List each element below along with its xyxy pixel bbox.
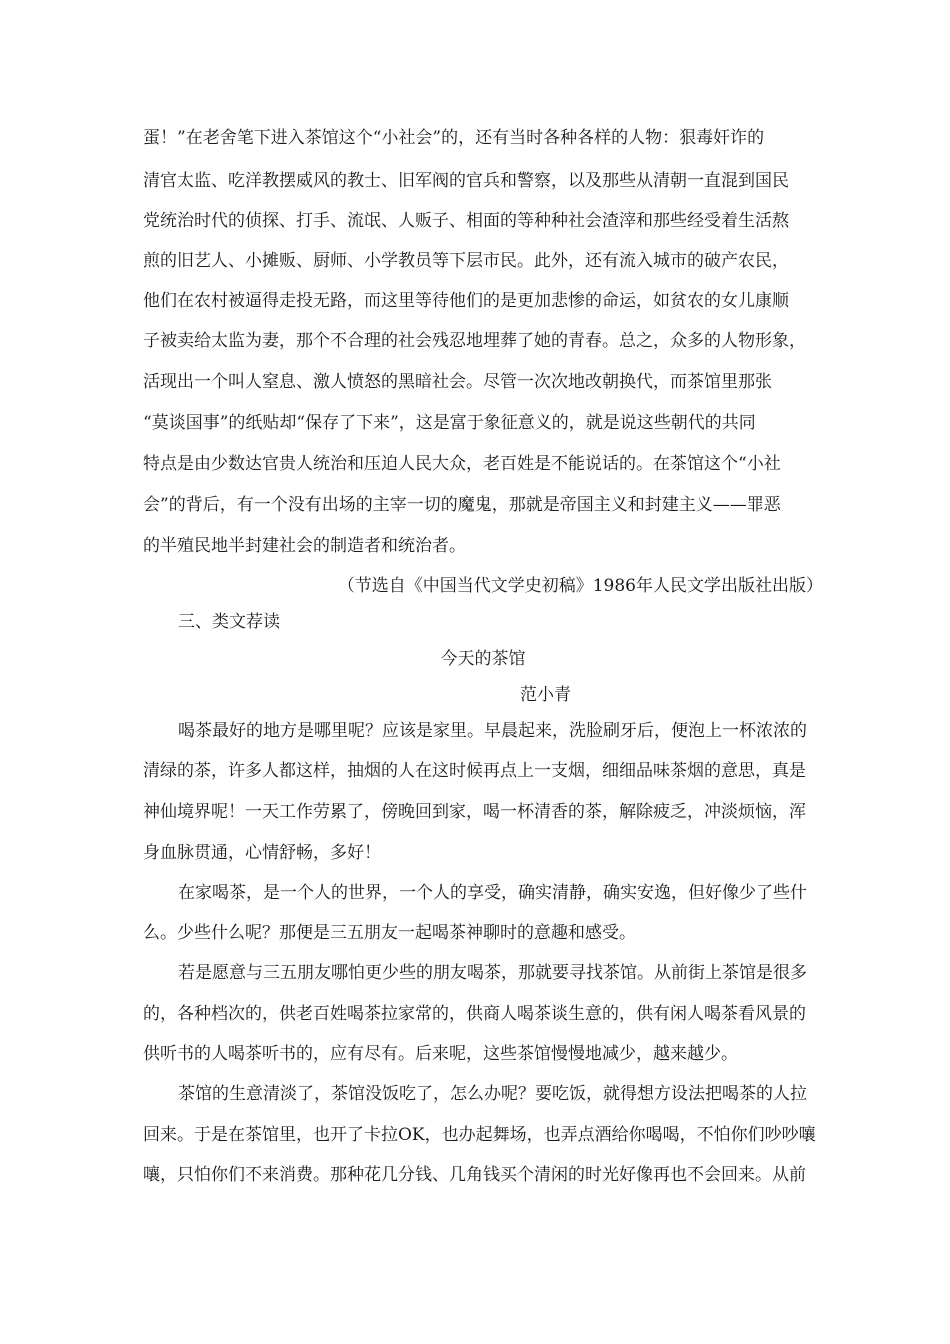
text-line: 的半殖民地半封建社会的制造者和统治者。 <box>143 536 466 556</box>
text-line: 子被卖给太监为妻，那个不合理的社会残忍地埋葬了她的青春。总之，众多的人物形象， <box>143 331 806 351</box>
text-line: 会”的背后，有一个没有出场的主宰一切的魔鬼，那就是帝国主义和封建主义——罪恶 <box>143 495 781 515</box>
text-line: 在家喝茶，是一个人的世界，一个人的享受，确实清静，确实安逸，但好像少了些什 <box>178 883 807 903</box>
text-line: 清绿的茶，许多人都这样，抽烟的人在这时候再点上一支烟，细细品味茶烟的意思，真是 <box>143 761 806 781</box>
section-heading: 三、类文荐读 <box>178 612 280 632</box>
text-line: 喝茶最好的地方是哪里呢？应该是家里。早晨起来，洗脸刷牙后，便泡上一杯浓浓的 <box>178 721 807 741</box>
text-line: “莫谈国事”的纸贴却“保存了下来”，这是富于象征意义的，就是说这些朝代的共同 <box>143 413 756 433</box>
text-line: 神仙境界呢！一天工作劳累了，傍晚回到家，喝一杯清香的茶，解除疲乏，冲淡烦恼，浑 <box>143 802 806 822</box>
text-line: 他们在农村被逼得走投无路，而这里等待他们的是更加悲惨的命运，如贫农的女儿康顺 <box>143 291 789 311</box>
text-line: 活现出一个叫人窒息、激人愤怒的黑暗社会。尽管一次次地改朝换代，而茶馆里那张 <box>143 372 772 392</box>
text-line: 党统治时代的侦探、打手、流氓、人贩子、相面的等种种社会渣滓和那些经受着生活熬 <box>143 211 789 231</box>
text-line: 煎的旧艺人、小摊贩、厨师、小学教员等下层市民。此外，还有流入城市的破产农民， <box>143 251 789 271</box>
text-line: 回来。于是在茶馆里，也开了卡拉OK，也办起舞场，也弄点酒给你喝喝，不怕你们吵吵嚷 <box>143 1125 816 1145</box>
text-line: 么。少些什么呢？那便是三五朋友一起喝茶神聊时的意趣和感受。 <box>143 923 636 943</box>
text-line: 蛋！”在老舍笔下进入茶馆这个“小社会”的，还有当时各种各样的人物：狠毒奸诈的 <box>143 128 765 148</box>
text-line: 的，各种档次的，供老百姓喝茶拉家常的，供商人喝茶谈生意的，供有闲人喝茶看风景的 <box>143 1004 806 1024</box>
text-line: 清官太监、吃洋教摆威风的教士、旧军阀的官兵和警察，以及那些从清朝一直混到国民 <box>143 171 789 191</box>
article-title: 今天的茶馆 <box>440 649 526 669</box>
text-line: 茶馆的生意清淡了，茶馆没饭吃了，怎么办呢？要吃饭，就得想方设法把喝茶的人拉 <box>178 1084 807 1104</box>
text-line: 供听书的人喝茶听书的，应有尽有。后来呢，这些茶馆慢慢地减少，越来越少。 <box>143 1044 738 1064</box>
text-line: 嚷，只怕你们不来消费。那种花几分钱、几角钱买个清闲的时光好像再也不会回来。从前 <box>143 1165 806 1185</box>
text-line: 身血脉贯通，心情舒畅，多好！ <box>143 843 381 863</box>
source-citation: （节选自《中国当代文学史初稿》1986年人民文学出版社出版） <box>337 576 823 596</box>
text-line: 特点是由少数达官贵人统治和压迫人民大众，老百姓是不能说话的。在茶馆这个“小社 <box>143 454 781 474</box>
text-line: 若是愿意与三五朋友哪怕更少些的朋友喝茶，那就要寻找茶馆。从前街上茶馆是很多 <box>178 963 807 983</box>
article-author: 范小青 <box>520 685 571 705</box>
